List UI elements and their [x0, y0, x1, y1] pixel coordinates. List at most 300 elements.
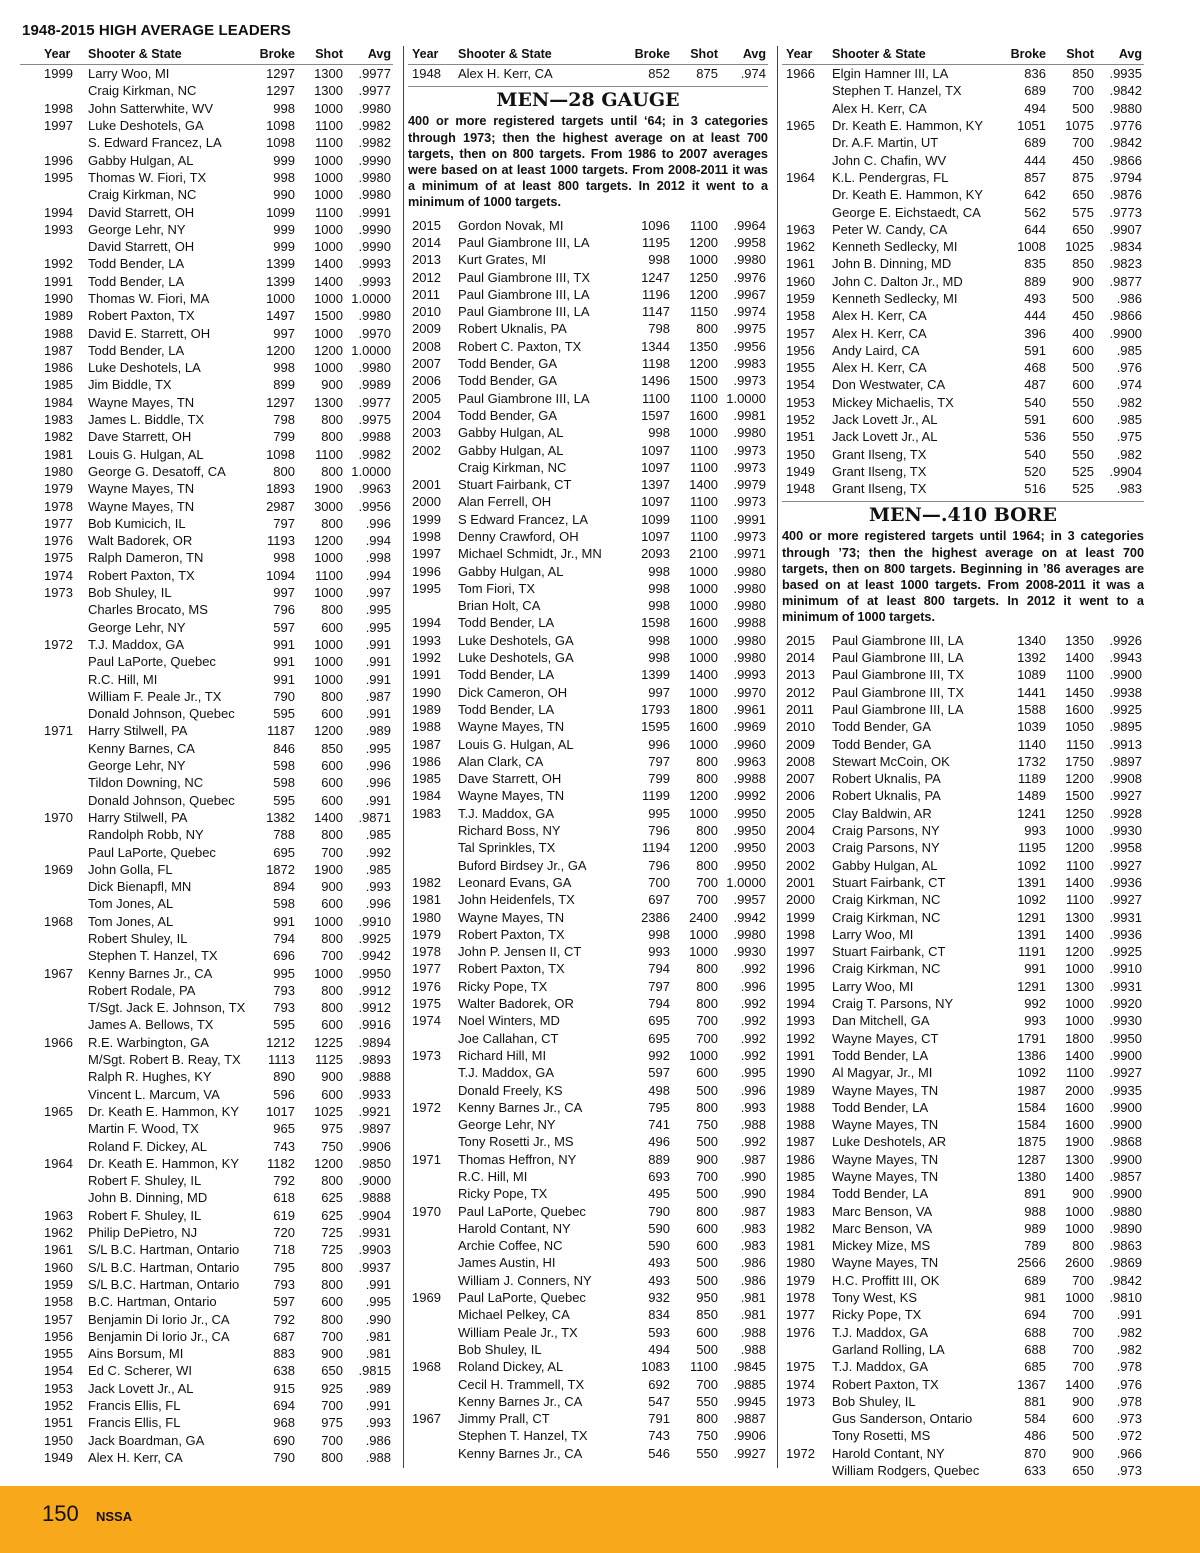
- cell-shot: 800: [321, 1311, 343, 1327]
- cell-shot: 1000: [314, 965, 343, 981]
- table-row: [782, 839, 1144, 856]
- cell-broke: 1344: [641, 338, 670, 354]
- cell-avg: .986: [1116, 291, 1142, 306]
- cell-avg: .9925: [1109, 701, 1142, 717]
- table-row: [20, 1310, 393, 1327]
- cell-broke: 799: [273, 429, 295, 445]
- cell-shooter: Mickey Michaelis, TX: [832, 394, 954, 410]
- cell-avg: .9931: [1109, 909, 1142, 925]
- cell-broke: 1386: [1017, 1047, 1046, 1063]
- cell-avg: .9980: [733, 252, 766, 268]
- cell-broke: 1212: [266, 1034, 295, 1050]
- cell-shooter: George Lehr, NY: [458, 1117, 556, 1133]
- cell-avg: .993: [365, 1415, 391, 1431]
- table-row: [782, 1168, 1144, 1185]
- cell-year: 1979: [412, 926, 441, 942]
- cell-shooter: Jack Boardman, GA: [88, 1432, 205, 1448]
- cell-year: 1968: [412, 1359, 441, 1375]
- cell-broke: 1100: [642, 390, 670, 406]
- cell-shot: 600: [321, 619, 343, 635]
- table-row: [20, 1397, 393, 1414]
- table-row: [20, 463, 393, 480]
- table-row: [20, 584, 393, 601]
- cell-shot: 900: [1072, 1393, 1094, 1409]
- cell-broke: 720: [273, 1225, 295, 1241]
- cell-year: 1988: [412, 719, 441, 735]
- cell-avg: .9912: [358, 982, 391, 998]
- table-row: [782, 169, 1144, 186]
- cell-broke: 1198: [642, 356, 670, 372]
- cell-shooter: Craig Kirkman, NC: [88, 187, 197, 203]
- cell-shot: 1000: [689, 563, 718, 579]
- cell-broke: 516: [1024, 481, 1046, 497]
- cell-avg: .973: [1116, 1411, 1142, 1427]
- cell-shooter: Todd Bender, GA: [832, 736, 932, 752]
- cell-year: 1984: [44, 394, 73, 410]
- cell-shooter: Buford Birdsey Jr., GA: [458, 857, 587, 873]
- header-year: Year: [412, 47, 439, 61]
- cell-shooter: Stephen T. Hanzel, TX: [88, 948, 218, 964]
- cell-year: 1970: [412, 1203, 441, 1219]
- cell-shot: 900: [1072, 273, 1094, 289]
- cell-avg: .987: [365, 688, 391, 704]
- table-row: [782, 753, 1144, 770]
- cell-shooter: M/Sgt. Robert B. Reay, TX: [88, 1052, 241, 1068]
- cell-shooter: Francis Ellis, FL: [88, 1415, 181, 1431]
- cell-shooter: Ains Borsum, MI: [88, 1346, 184, 1362]
- cell-year: 1990: [44, 291, 73, 306]
- table-row: [782, 1410, 1144, 1427]
- table-row: [408, 943, 768, 960]
- column-divider: [403, 46, 404, 1468]
- cell-avg: .9880: [1109, 100, 1142, 116]
- cell-shot: 1400: [314, 809, 343, 825]
- cell-broke: 1872: [266, 861, 295, 877]
- cell-shot: 1500: [314, 308, 343, 324]
- table-row: [408, 1202, 768, 1219]
- header-year: Year: [44, 47, 71, 61]
- cell-broke: 793: [273, 982, 295, 998]
- cell-shooter: Wayne Mayes, CT: [832, 1030, 939, 1046]
- cell-broke: 981: [1024, 1290, 1046, 1306]
- cell-avg: .9850: [358, 1155, 391, 1171]
- cell-broke: 689: [1024, 83, 1046, 99]
- cell-avg: .9897: [1109, 753, 1142, 769]
- table-row: [408, 1358, 768, 1375]
- cell-shot: 450: [1072, 308, 1094, 324]
- cell-shot: 875: [1072, 169, 1094, 185]
- cell-shooter: S/L B.C. Hartman, Ontario: [88, 1276, 240, 1292]
- cell-avg: .9979: [733, 477, 766, 493]
- cell-broke: 836: [1024, 66, 1046, 82]
- cell-year: 2004: [412, 407, 441, 423]
- cell-avg: .9983: [733, 356, 766, 372]
- cell-shooter: R.E. Warbington, GA: [88, 1034, 209, 1050]
- cell-broke: 1196: [642, 286, 670, 302]
- table-row: [408, 857, 768, 874]
- cell-year: 1993: [786, 1013, 815, 1029]
- cell-shooter: Martin F. Wood, TX: [88, 1121, 199, 1137]
- cell-broke: 889: [1024, 273, 1046, 289]
- cell-year: 1977: [786, 1307, 815, 1323]
- cell-avg: .9942: [733, 909, 766, 925]
- cell-year: 1979: [786, 1272, 815, 1288]
- cell-avg: 1.0000: [351, 342, 391, 358]
- cell-avg: .9888: [358, 1069, 391, 1085]
- cell-avg: .9993: [733, 667, 766, 683]
- cell-shooter: Robert Uknalis, PA: [832, 788, 941, 804]
- table-row: [408, 1168, 768, 1185]
- table-row: [782, 822, 1144, 839]
- cell-shooter: Paul Giambrone III, LA: [458, 234, 590, 250]
- cell-shooter: T/Sgt. Jack E. Johnson, TX: [88, 1000, 246, 1016]
- cell-broke: 1200: [266, 342, 295, 358]
- cell-avg: .9842: [1109, 135, 1142, 151]
- table-row: [20, 446, 393, 463]
- cell-year: 1986: [786, 1151, 815, 1167]
- cell-shot: 725: [321, 1225, 343, 1241]
- cell-year: 1993: [412, 632, 441, 648]
- cell-shooter: Larry Woo, MI: [832, 978, 914, 994]
- cell-broke: 794: [273, 930, 295, 946]
- cell-year: 1982: [786, 1220, 815, 1236]
- cell-avg: .9897: [358, 1121, 391, 1137]
- cell-shot: 875: [696, 66, 718, 82]
- cell-shooter: Wayne Mayes, TN: [832, 1168, 939, 1184]
- cell-broke: 696: [273, 948, 295, 964]
- cell-year: 2013: [786, 667, 815, 683]
- cell-shooter: Marc Benson, VA: [832, 1203, 933, 1219]
- cell-shot: 500: [696, 1082, 718, 1098]
- table-row: [408, 753, 768, 770]
- table-row: [782, 117, 1144, 134]
- cell-shooter: Paul Giambrone III, LA: [832, 632, 964, 648]
- cell-shot: 525: [1072, 481, 1094, 497]
- cell-shot: 1000: [314, 636, 343, 652]
- cell-broke: 1096: [641, 217, 670, 233]
- cell-avg: .995: [740, 1065, 766, 1081]
- cell-broke: 998: [648, 632, 670, 648]
- cell-year: 2001: [786, 874, 815, 890]
- cell-broke: 1241: [1017, 805, 1046, 821]
- cell-shooter: Craig Parsons, NY: [832, 823, 940, 839]
- table-row: [782, 1306, 1144, 1323]
- cell-broke: 633: [1024, 1463, 1046, 1479]
- cell-broke: 1182: [267, 1155, 295, 1171]
- cell-broke: 1092: [1017, 892, 1046, 908]
- cell-shooter: Jack Lovett Jr., AL: [832, 429, 938, 445]
- cell-avg: .9956: [358, 498, 391, 514]
- cell-broke: 991: [1024, 961, 1046, 977]
- cell-broke: 1391: [1017, 926, 1046, 942]
- table-row: [20, 290, 393, 307]
- cell-shot: 1400: [1065, 1168, 1094, 1184]
- cell-avg: .985: [1116, 412, 1142, 428]
- cell-year: 1955: [44, 1346, 73, 1362]
- cell-broke: 1297: [266, 66, 295, 82]
- cell-shooter: Michael Pelkey, CA: [458, 1307, 570, 1323]
- table-row: [782, 394, 1144, 411]
- cell-shooter: H.C. Proffitt III, OK: [832, 1272, 940, 1288]
- cell-shooter: Kenneth Sedlecky, MI: [832, 291, 958, 306]
- cell-avg: .9943: [1109, 650, 1142, 666]
- table-row: [782, 943, 1144, 960]
- cell-shot: 1150: [690, 304, 718, 320]
- cell-avg: .990: [740, 1168, 766, 1184]
- cell-shooter: John P. Jensen II, CT: [458, 944, 582, 960]
- cell-broke: 998: [648, 650, 670, 666]
- table-row: [20, 1189, 393, 1206]
- cell-shot: 800: [321, 1000, 343, 1016]
- table-row: [20, 653, 393, 670]
- cell-broke: 1195: [1018, 840, 1046, 856]
- cell-broke: 597: [273, 619, 295, 635]
- cell-year: 1985: [412, 771, 441, 787]
- column-2: [408, 44, 768, 1462]
- table-row: [20, 947, 393, 964]
- cell-shooter: Gabby Hulgan, AL: [458, 563, 564, 579]
- cell-year: 1957: [786, 325, 815, 341]
- cell-shooter: R.C. Hill, MI: [458, 1168, 528, 1184]
- cell-avg: .9906: [358, 1138, 391, 1154]
- header-broke: Broke: [259, 47, 295, 61]
- cell-shot: 2100: [689, 546, 718, 562]
- cell-shooter: Alan Clark, CA: [458, 753, 544, 769]
- table-row: [782, 1116, 1144, 1133]
- table-row: [20, 134, 393, 151]
- cell-avg: .9961: [733, 701, 766, 717]
- cell-shooter: Grant Ilseng, TX: [832, 446, 927, 462]
- table-row: [782, 446, 1144, 463]
- cell-broke: 1793: [641, 701, 670, 717]
- cell-broke: 591: [1024, 412, 1046, 428]
- table-row: [408, 580, 768, 597]
- cell-avg: 1.0000: [351, 463, 391, 479]
- cell-avg: .991: [365, 792, 391, 808]
- cell-shot: 750: [696, 1117, 718, 1133]
- cell-shot: 1200: [689, 356, 718, 372]
- cell-broke: 598: [273, 775, 295, 791]
- table-row: [782, 1427, 1144, 1444]
- table-row: [408, 1151, 768, 1168]
- cell-shooter: William Rodgers, Quebec: [832, 1463, 980, 1479]
- cell-avg: .996: [365, 515, 391, 531]
- cell-shooter: John C. Chafin, WV: [832, 152, 947, 168]
- cell-shooter: Randolph Robb, NY: [88, 827, 204, 843]
- cell-shot: 1000: [1065, 1203, 1094, 1219]
- cell-shot: 1250: [689, 269, 718, 285]
- cell-avg: .9916: [358, 1017, 391, 1033]
- cell-shooter: Robert Rodale, PA: [88, 982, 196, 998]
- cell-year: 1953: [44, 1380, 73, 1396]
- cell-year: 1998: [786, 926, 815, 942]
- table-row: [20, 255, 393, 272]
- footer-bar: [0, 1486, 1200, 1553]
- cell-shot: 1100: [690, 390, 718, 406]
- cell-year: 2006: [786, 788, 815, 804]
- table-row: [782, 684, 1144, 701]
- cell-avg: .9973: [733, 529, 766, 544]
- cell-avg: .9989: [358, 377, 391, 393]
- page-number: 150: [42, 1501, 79, 1526]
- cell-shot: 1200: [1065, 771, 1094, 787]
- cell-avg: .9907: [1109, 221, 1142, 237]
- cell-avg: .9933: [358, 1086, 391, 1102]
- cell-avg: .988: [365, 1449, 391, 1465]
- cell-shot: 1000: [689, 736, 718, 752]
- cell-shot: 950: [696, 1290, 718, 1306]
- cell-shooter: Bob Shuley, IL: [88, 585, 172, 601]
- cell-year: 1966: [44, 1034, 73, 1050]
- cell-year: 1951: [44, 1415, 73, 1431]
- cell-broke: 991: [273, 913, 295, 929]
- cell-shot: 1300: [314, 394, 343, 410]
- cell-shooter: Cecil H. Trammell, TX: [458, 1376, 585, 1392]
- cell-shot: 1100: [1066, 892, 1094, 908]
- cell-shot: 1900: [314, 481, 343, 497]
- cell-shot: 800: [1072, 1238, 1094, 1254]
- cell-broke: 796: [648, 823, 670, 839]
- cell-year: 1995: [786, 978, 815, 994]
- table-row: [408, 839, 768, 856]
- cell-avg: .983: [1116, 481, 1142, 497]
- cell-year: 1958: [786, 308, 815, 324]
- cell-shot: 800: [696, 978, 718, 994]
- cell-broke: 835: [1024, 256, 1046, 272]
- cell-shot: 1400: [1065, 926, 1094, 942]
- cell-broke: 968: [273, 1415, 295, 1431]
- cell-year: 1974: [412, 1013, 441, 1029]
- cell-shooter: David Starrett, OH: [88, 239, 195, 255]
- cell-shooter: S. Edward Francez, LA: [88, 135, 222, 151]
- cell-broke: 638: [273, 1363, 295, 1379]
- cell-year: 1951: [786, 429, 815, 445]
- cell-shooter: William F. Peale Jr., TX: [88, 688, 222, 704]
- cell-shot: 1000: [689, 1047, 718, 1063]
- cell-shooter: Todd Bender, LA: [832, 1099, 929, 1115]
- table-header: [20, 44, 393, 65]
- table-row: [20, 151, 393, 168]
- table-row: [20, 1034, 393, 1051]
- section-title-410-bore: MEN—.410 BORE: [782, 501, 1144, 526]
- cell-avg: .9970: [733, 684, 766, 700]
- cell-year: 2011: [786, 701, 814, 717]
- cell-shooter: Grant Ilseng, TX: [832, 481, 927, 497]
- cell-shot: 600: [321, 1086, 343, 1102]
- cell-avg: .9845: [733, 1359, 766, 1375]
- cell-avg: .9773: [1109, 204, 1142, 220]
- cell-shooter: Stuart Fairbank, CT: [832, 874, 946, 890]
- cell-shooter: Luke Deshotels, GA: [88, 118, 204, 134]
- cell-broke: 991: [273, 654, 295, 670]
- cell-shooter: Craig Kirkman, NC: [458, 459, 567, 475]
- cell-avg: .9920: [1109, 996, 1142, 1012]
- cell-shooter: Robert Uknalis, PA: [458, 321, 567, 337]
- cell-year: 1948: [786, 481, 815, 497]
- cell-shot: 650: [1072, 221, 1094, 237]
- table-row: [408, 874, 768, 891]
- table-row: [782, 238, 1144, 255]
- cell-avg: .986: [365, 1432, 391, 1448]
- cell-year: 2002: [786, 857, 815, 873]
- cell-shot: 1000: [314, 913, 343, 929]
- cell-year: 1976: [412, 978, 441, 994]
- cell-broke: 540: [1024, 394, 1046, 410]
- cell-avg: .9904: [358, 1207, 391, 1223]
- cell-shooter: Bob Kumicich, IL: [88, 515, 186, 531]
- cell-shooter: Dr. Keath E. Hammon, KY: [88, 1155, 240, 1171]
- cell-avg: .991: [365, 671, 391, 687]
- cell-avg: .989: [365, 1380, 391, 1396]
- cell-year: 1966: [786, 66, 815, 82]
- cell-year: 1981: [786, 1238, 815, 1254]
- cell-year: 1955: [786, 360, 815, 376]
- cell-shot: 700: [321, 1398, 343, 1413]
- cell-broke: 793: [273, 1276, 295, 1292]
- cell-broke: 798: [273, 412, 295, 428]
- cell-year: 1999: [44, 66, 73, 82]
- cell-year: 2012: [786, 684, 815, 700]
- cell-avg: .9931: [1109, 978, 1142, 994]
- cell-shot: 1000: [689, 926, 718, 942]
- cell-broke: 1094: [266, 567, 295, 583]
- cell-shooter: Wayne Mayes, TN: [832, 1255, 939, 1271]
- cell-year: 1994: [412, 615, 441, 631]
- cell-year: 1965: [786, 118, 815, 134]
- cell-shooter: Gabby Hulgan, AL: [458, 425, 564, 441]
- cell-broke: 998: [273, 169, 295, 185]
- cell-shot: 700: [321, 1432, 343, 1448]
- cell-shot: 800: [321, 930, 343, 946]
- cell-avg: .9980: [733, 563, 766, 579]
- cell-broke: 595: [273, 706, 295, 722]
- table-row: [20, 342, 393, 359]
- cell-shooter: John Golla, FL: [88, 861, 173, 877]
- cell-year: 1987: [412, 736, 441, 752]
- cell-year: 1958: [44, 1294, 73, 1310]
- cell-broke: 1496: [641, 373, 670, 389]
- cell-avg: .9958: [1109, 840, 1142, 856]
- cell-shot: 1600: [1065, 701, 1094, 717]
- cell-shooter: Dan Mitchell, GA: [832, 1013, 930, 1029]
- cell-broke: 993: [1024, 1013, 1046, 1029]
- cell-shooter: Craig Parsons, NY: [832, 840, 940, 856]
- cell-year: 2007: [786, 771, 815, 787]
- cell-year: 1965: [44, 1103, 73, 1119]
- cell-shot: 625: [321, 1190, 343, 1206]
- table-row: [408, 1306, 768, 1323]
- cell-shooter: John B. Dinning, MD: [832, 256, 952, 272]
- cell-avg: .996: [365, 775, 391, 791]
- cell-shot: 850: [696, 1307, 718, 1323]
- cell-broke: 1098: [266, 118, 295, 134]
- cell-shooter: Francis Ellis, FL: [88, 1398, 181, 1413]
- section-title-28-gauge: MEN—28 GAUGE: [408, 86, 768, 111]
- cell-shooter: John C. Dalton Jr., MD: [832, 273, 963, 289]
- cell-broke: 998: [648, 598, 670, 614]
- table-row: [20, 843, 393, 860]
- cell-shot: 800: [321, 827, 343, 843]
- cell-broke: 496: [648, 1134, 670, 1150]
- cell-shooter: Wayne Mayes, TN: [458, 788, 565, 804]
- cell-shot: 1400: [1065, 1047, 1094, 1063]
- cell-broke: 468: [1024, 360, 1046, 376]
- cell-shot: 2000: [1065, 1082, 1094, 1098]
- cell-year: 1983: [44, 412, 73, 428]
- cell-shot: 550: [1072, 429, 1094, 445]
- footer-brand: NSSA: [96, 1509, 133, 1524]
- cell-avg: .986: [740, 1272, 766, 1288]
